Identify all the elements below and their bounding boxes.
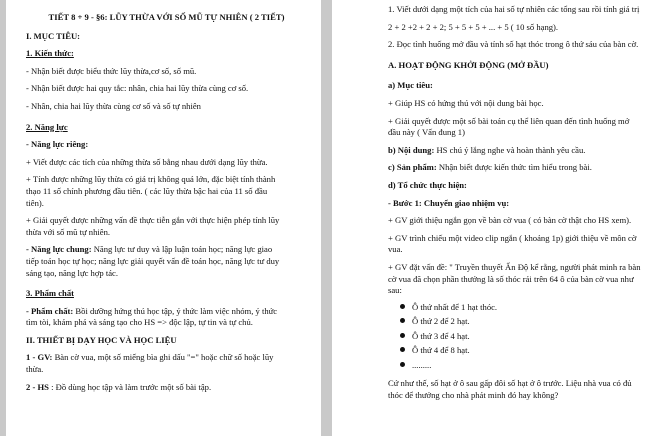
paragraph: + Giải quyết được những vấn đề thực tiễn gắn với thực hiện phép tính lũy [26,215,280,226]
list-item [402,343,642,358]
paragraph: sáng tạo, năng lực hợp tác. [26,267,119,278]
section-heading: II. THIẾT BỊ DẠY HỌC VÀ HỌC LIỆU [26,334,177,345]
paragraph: thừa. [26,364,44,375]
text: Nhận biết được kiến thức tìm hiểu trong bài. [436,162,592,173]
subsection-heading: 3. Phẩm chất [26,288,74,299]
bullet-list [388,300,642,373]
paragraph: Cứ như thế, số hạt ở ô sau gấp đôi số hạt ở ô trước. Liệu nhà vua có đủ [388,378,632,389]
paragraph-heading: d) Tổ chức thực hiện: [388,179,467,190]
paragraph: + Viết được các tích của những thừa số bằng nhau dưới dạng lũy thừa. [26,156,268,167]
label: c) Sản phẩm: [388,162,437,173]
bullet-icon [400,333,405,338]
subsection-heading: 2. Năng lực [26,121,68,132]
label: - Phẩm chất: [26,305,74,316]
bullet-icon [400,304,405,309]
bullet-icon [400,362,405,367]
paragraph: thạo 11 số chính phương đầu tiên. ( các lũy thừa bậc hai của 11 số đầu [26,185,268,196]
paragraph: - Nhận biết được biểu thức lũy thừa,cơ số, số mũ. [26,65,197,76]
list-item-text: Ô thứ 2 để 2 hạt. [412,316,470,327]
label: - Năng lực chung: [26,244,92,255]
paragraph: tiếp toán học tự học; năng lực giải quyết vấn đề toán học, năng lực tư duy [26,255,280,266]
paragraph: cờ vua đã chọn phần thưởng là số thóc rải trên 64 ô của bàn cờ vua như [388,273,634,284]
paragraph [26,244,307,256]
list-item-text: ......... [412,359,432,370]
paragraph: + GV giới thiệu ngắn gọn về bàn cờ vua ( có bàn cờ thật cho HS xem). [388,215,632,226]
text: Bồi dưỡng hứng thú học tập, ý thức làm việc nhóm, ý thức [73,305,278,316]
bullet-icon [400,318,405,323]
paragraph: sau: [388,285,402,296]
list-item [402,329,642,344]
list-item [402,300,642,315]
paragraph [26,306,307,318]
lesson-title: TIẾT 8 + 9 - §6: LŨY THỪA VỚI SỐ MŨ TỰ NHIÊN ( 2 TIẾT) [48,12,285,22]
paragraph: + Giải quyết được một số bài toán cụ thể liên quan đến tình huống mở [388,115,630,126]
paragraph: + GV đặt vấn đề: " Truyền thuyết Ấn Độ kể rằng, người phát minh ra bàn [388,261,641,272]
bullet-icon [400,347,405,352]
paragraph: vua. [388,244,403,255]
paragraph: thóc để thưởng cho nhà phát minh đó hay không? [388,389,559,400]
paragraph: 2. Đọc tình huống mở đầu và tính số hạt thóc trong ô thứ sáu của bàn cờ. [388,39,639,50]
paragraph: - Nhận biết được hai quy tắc: nhân, chia hai lũy thừa cùng cơ số. [26,83,249,94]
text: Năng lực tư duy và lập luận toán học; năng lực giao [91,244,273,255]
paragraph: tìm tòi, khám phá và sáng tạo cho HS => độc lập, tự tin và tự chủ. [26,317,253,328]
paragraph-heading: - Năng lực riêng: [26,139,89,150]
paragraph: tiên). [26,197,44,208]
text: : Đồ dùng học tập và làm trước một số bài tập. [48,381,212,392]
paragraph: - Nhân, chia hai lũy thừa cùng cơ số và số tự nhiên [26,100,201,111]
document-page-left [6,0,321,436]
paragraph: + Tính được những lũy thừa có giá trị không quá lớn, đặc biệt tính thành [26,174,276,185]
paragraph: đầu này ( Vấn đung 1) [388,127,465,138]
paragraph: + Giúp HS có hứng thú với nội dung bài học. [388,97,544,108]
label: 2 - HS [26,381,49,392]
label: 1 - GV: [26,352,53,363]
document-page-right [332,0,650,436]
section-heading: I. MỤC TIÊU: [26,30,81,41]
list-item-text: Ô thứ nhất để 1 hạt thóc. [412,301,498,312]
paragraph: thừa với số mũ tự nhiên. [26,226,111,237]
list-item [402,358,642,373]
paragraph [388,145,642,157]
paragraph: 1. Viết dưới dạng một tích của hai số tự nhiên các tổng sau rồi tính giá trị [388,4,640,14]
list-item [402,314,642,329]
subsection-heading: 1. Kiến thức: [26,48,74,59]
paragraph: + GV trình chiếu một video clip ngắn ( khoảng 1p) giới thiệu về môn cờ [388,232,637,243]
step-heading: - Bước 1: Chuyển giao nhiệm vụ: [388,197,510,208]
section-heading: A. HOẠT ĐỘNG KHỞI ĐỘNG (MỞ ĐẦU) [388,59,549,70]
paragraph-heading: a) Mục tiêu: [388,80,433,91]
list-item-text: Ô thứ 4 để 8 hạt. [412,345,470,356]
text: Bàn cờ vua, một số miếng bìa ghi dấu "=" hoặc chữ số hoặc lũy [52,352,274,363]
paragraph [26,382,307,394]
paragraph: 2 + 2 +2 + 2 + 2; 5 + 5 + 5 + ... + 5 ( 10 số hạng). [388,21,559,32]
list-item-text: Ô thứ 3 để 4 hạt. [412,330,470,341]
paragraph [388,162,642,174]
label: b) Nội dung: [388,144,435,155]
text: HS chú ý lắng nghe và hoàn thành yêu cầu. [434,144,586,155]
paragraph [26,352,307,364]
